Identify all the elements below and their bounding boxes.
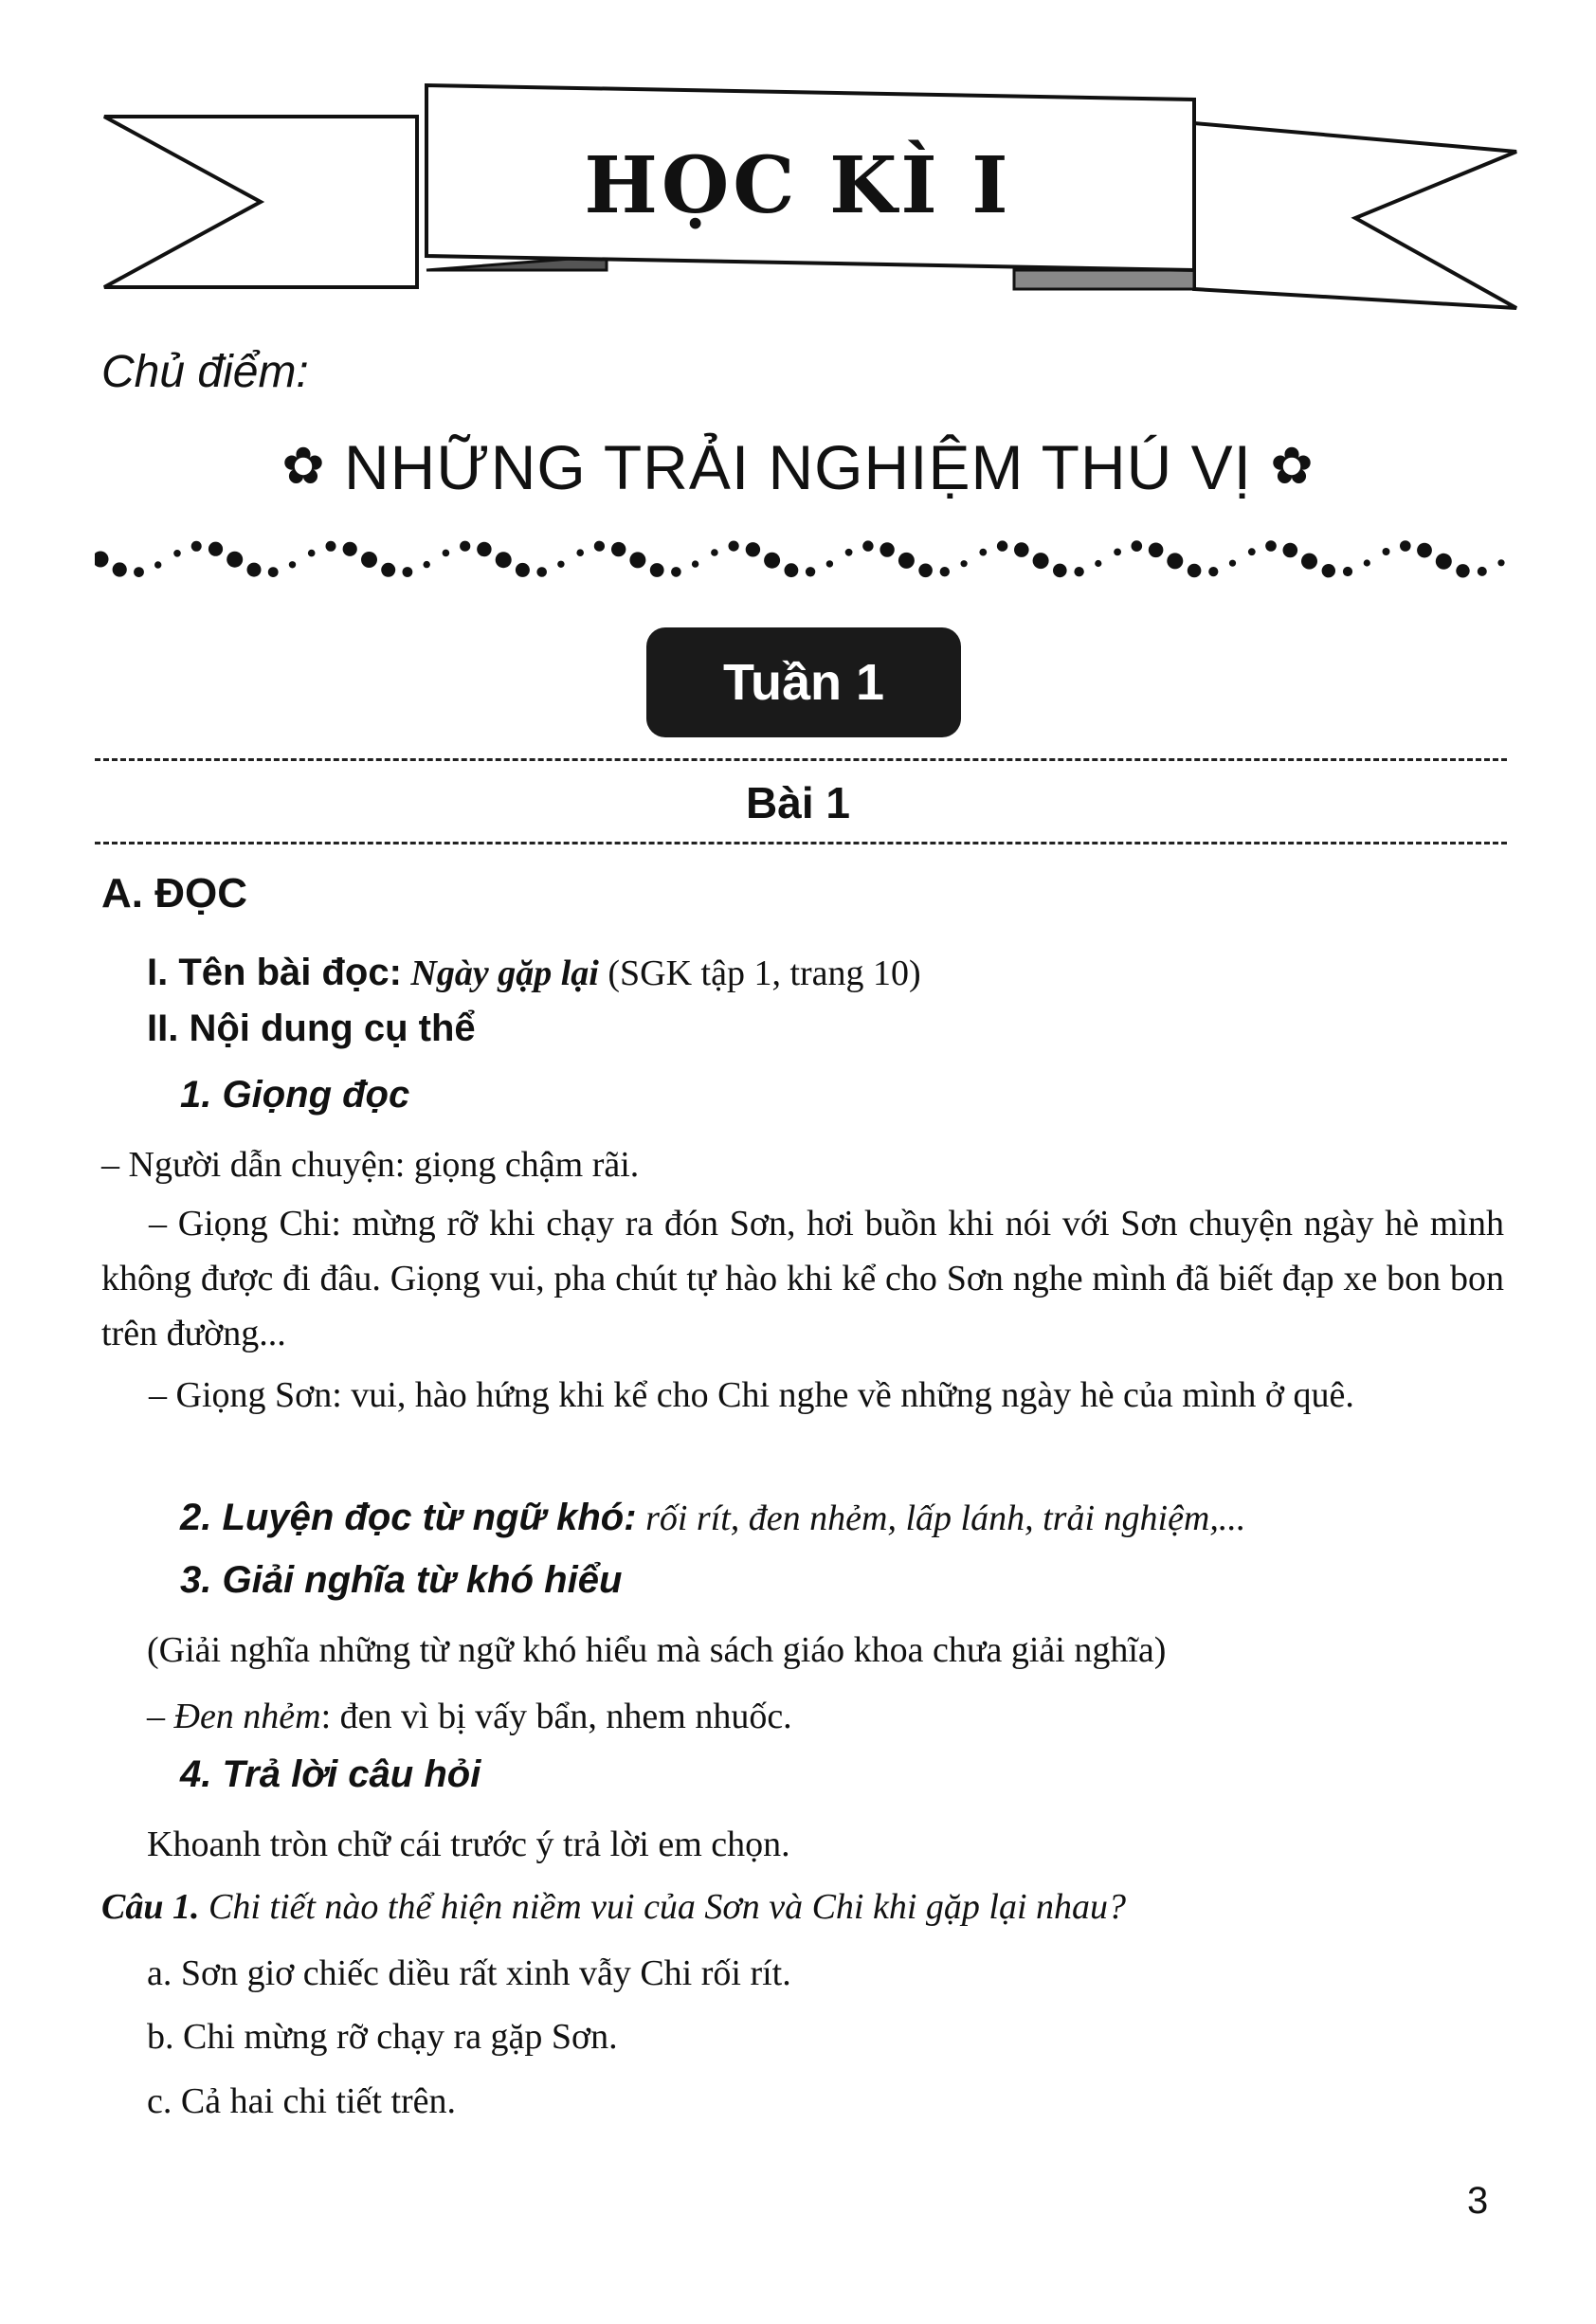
decorative-dot (1248, 548, 1256, 555)
decorative-dot (880, 542, 894, 556)
decorative-dot (113, 562, 127, 576)
decorative-dot (1283, 543, 1298, 558)
decorative-dot (729, 541, 739, 552)
practice-line (180, 1490, 1245, 1546)
decorative-dot (785, 563, 799, 577)
practice-heading: 2. Luyện đọc từ ngữ khó: (180, 1497, 637, 1538)
decorative-dot (477, 542, 491, 556)
lesson-title: Bài 1 (746, 778, 850, 827)
decorative-dot (1265, 540, 1277, 552)
decorative-dot (594, 541, 605, 552)
decorative-dot (1301, 554, 1317, 570)
decorative-dot (361, 552, 377, 568)
banner-title: HỌC KÌ I (584, 140, 1012, 231)
vocab-dash: – (147, 1697, 165, 1736)
vocab-term: Đen nhẻm (173, 1697, 321, 1736)
decorative-dot (268, 567, 279, 577)
content-heading: II. Nội dung cụ thể (147, 1008, 476, 1049)
decorative-dot (1149, 543, 1164, 558)
decorative-dot (424, 561, 430, 568)
decorative-dot (1229, 560, 1236, 567)
decorative-dot (576, 549, 584, 556)
decorative-dot (1364, 559, 1370, 566)
decorative-dot (1188, 564, 1202, 578)
decorative-dot (1074, 567, 1083, 576)
decorative-dot (134, 567, 144, 577)
decorative-dot (1456, 564, 1469, 577)
decorative-dot (173, 550, 181, 557)
decorative-dot (898, 553, 915, 569)
voice-son: – Giọng Sơn: vui, hào hứng khi kể cho Chi nghe về những ngày hè của mình ở quê. (149, 1375, 1354, 1415)
vocab-definition: : đen vì bị vấy bẩn, nhem nhuốc. (320, 1697, 792, 1736)
decorative-dot (918, 564, 933, 578)
decorative-dot (1095, 560, 1101, 567)
reading-title: Ngày gặp lại (410, 953, 599, 993)
decorative-dot (961, 560, 968, 567)
reading-name-line (147, 945, 921, 1001)
flower-icon: ✿ (1270, 438, 1315, 495)
decorative-dot (247, 563, 262, 577)
reading-name-label: I. Tên bài đọc: (147, 952, 402, 993)
question-label: Câu 1. (101, 1887, 200, 1927)
decorative-dot (1033, 553, 1049, 569)
decorative-dot (1014, 542, 1029, 557)
decorative-dot (1383, 548, 1390, 555)
option-b: b. Chi mừng rỡ chạy ra gặp Sơn. (147, 2017, 618, 2057)
decorative-dot (381, 563, 395, 577)
decorative-dot (403, 567, 413, 577)
decorative-dot (95, 552, 109, 568)
decorative-dot (343, 542, 357, 556)
question-1 (101, 1879, 1126, 1934)
decorative-dot (1167, 553, 1183, 569)
option-a: a. Sơn giơ chiếc diều rất xinh vẫy Chi rối rít. (147, 1953, 791, 1993)
decorative-dot (671, 567, 681, 577)
decorative-dot (460, 541, 470, 552)
decorative-dot (1343, 567, 1352, 576)
decorative-dot (979, 549, 987, 556)
reading-source: (SGK tập 1, trang 10) (608, 953, 921, 993)
decorative-dot (1053, 564, 1067, 578)
decorative-dot (862, 540, 873, 551)
decorative-dot (326, 541, 336, 552)
decorative-dot (611, 542, 626, 556)
vocab-entry (147, 1689, 792, 1744)
decorative-dot (692, 560, 698, 567)
section-heading: A. ĐỌC (101, 870, 247, 917)
divider-top (95, 758, 1507, 761)
option-c: c. Cả hai chi tiết trên. (147, 2081, 457, 2121)
decorative-dot (154, 561, 161, 568)
decorative-dot (1417, 543, 1432, 558)
flower-icon: ✿ (281, 438, 326, 495)
decorative-dot (940, 567, 950, 576)
decorative-dot (191, 541, 202, 552)
decorative-dot (1114, 549, 1121, 556)
theme-title (0, 432, 1596, 502)
decorative-dot (746, 542, 760, 556)
decorative-dot (1497, 559, 1504, 566)
decorative-dot (289, 561, 296, 568)
theme-title-text: NHỮNG TRẢI NGHIỆM THÚ VỊ (344, 432, 1252, 502)
decorative-dot (209, 542, 223, 556)
decorative-dot (1400, 540, 1411, 552)
practice-words: rối rít, đen nhẻm, lấp lánh, trải nghiệm,... (645, 1498, 1246, 1538)
decorative-dot (536, 567, 547, 577)
decorative-dot (227, 552, 243, 568)
decorative-dot (997, 540, 1007, 551)
decorative-dot (496, 552, 512, 568)
divider-bottom (95, 842, 1507, 844)
decorative-dot (629, 552, 645, 568)
question-text: Chi tiết nào thể hiện niềm vui của Sơn và Chi khi gặp lại nhau? (208, 1887, 1127, 1927)
decorative-dot (516, 563, 530, 577)
theme-label: Chủ điểm: (101, 347, 309, 397)
answer-heading: 4. Trả lời câu hỏi (180, 1753, 481, 1795)
answer-instruction: Khoanh tròn chữ cái trước ý trả lời em chọn. (147, 1825, 790, 1864)
decorative-dot (1132, 540, 1143, 552)
decorative-dot (826, 560, 833, 567)
decorative-dot (1478, 567, 1487, 576)
vocab-note: (Giải nghĩa những từ ngữ khó hiểu mà sách giáo khoa chưa giải nghĩa) (147, 1630, 1167, 1670)
decorative-dot (1436, 554, 1452, 570)
decorative-dot (557, 561, 564, 568)
decorative-dot (764, 553, 780, 569)
decorative-dot (650, 563, 664, 577)
decorative-dot (443, 550, 450, 557)
voice-heading: 1. Giọng đọc (180, 1074, 410, 1116)
decorative-dot (1208, 567, 1218, 576)
decorative-dot (806, 567, 815, 576)
decorative-dot (1322, 564, 1335, 577)
voice-chi: – Giọng Chi: mừng rỡ khi chạy ra đón Sơn, hơi buồn khi nói với Sơn chuyện ngày hè mình không được đi đâu. Giọng vui, pha chút tự hào khi kể cho Sơn nghe mình đã biết đạp xe bon bon trên đường... (101, 1204, 1504, 1353)
decorative-dot (711, 549, 718, 556)
page-number: 3 (1467, 2180, 1489, 2222)
decorative-dot-wave (95, 531, 1507, 588)
voice-narrator: – Người dẫn chuyện: giọng chậm rãi. (101, 1145, 640, 1185)
decorative-dot (308, 550, 316, 557)
vocab-heading: 3. Giải nghĩa từ khó hiểu (180, 1559, 623, 1601)
week-badge: Tuần 1 (646, 627, 961, 737)
decorative-dot (845, 549, 853, 556)
